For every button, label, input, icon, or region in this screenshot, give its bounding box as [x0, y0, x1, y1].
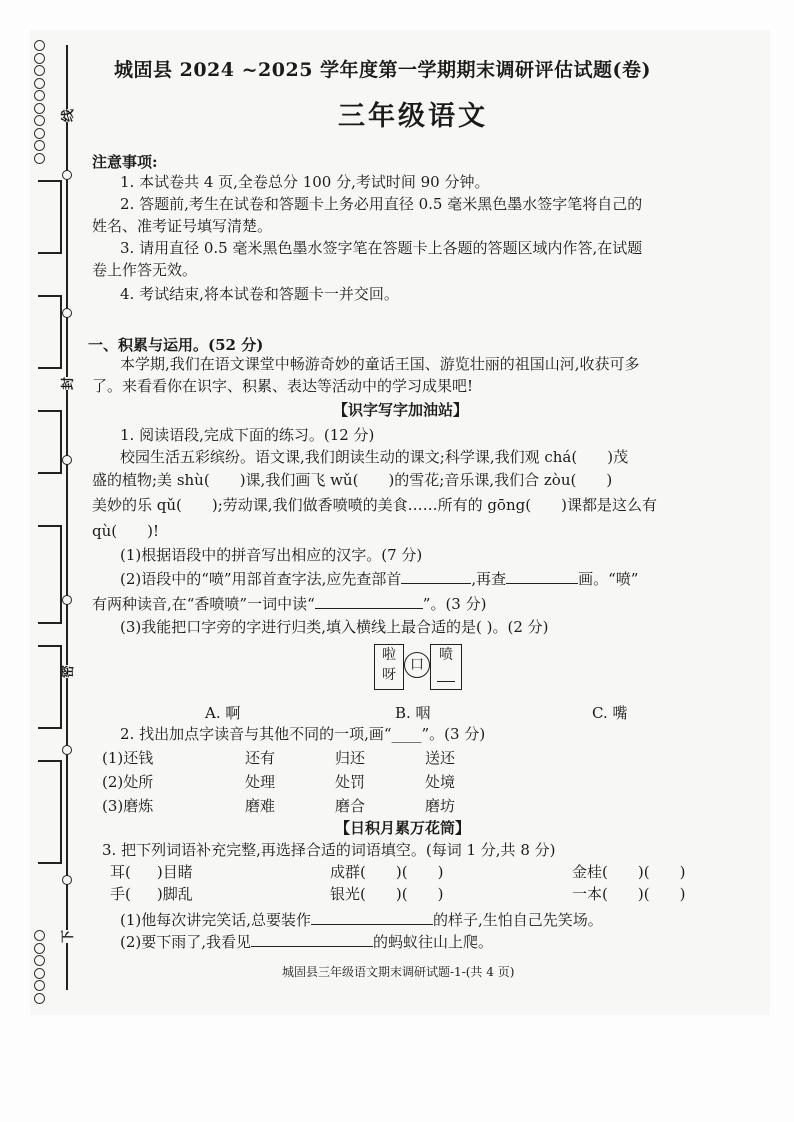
q2-row-3-a: (3)磨炼 [102, 797, 154, 815]
q3-title: 3. 把下列词语补充完整,再选择合适的词语填空。(每词 1 分,共 8 分) [102, 841, 556, 859]
exam-subject: 三年级语文 [338, 101, 488, 132]
q2-row-3-b: 磨难 [245, 797, 276, 815]
notice-item-4: 4. 考试结束,将本试卷和答题卡一并交回。 [120, 285, 399, 303]
q2-row-1-b: 还有 [245, 749, 276, 767]
q1-passage-line-1: 校园生活五彩缤纷。语文课,我们朗读生动的课文;科学课,我们观 chá( )茂 [120, 448, 629, 466]
margin-label-xia: 下 [55, 930, 78, 943]
q1-title: 1. 阅读语段,完成下面的练习。(12 分) [120, 426, 375, 444]
kou-radical-circle: 口 [404, 652, 430, 678]
q3-word-5: 银光( )( ) [330, 885, 444, 903]
margin-label-mi: 密 [55, 665, 78, 678]
q2-row-2-b: 处理 [245, 773, 276, 791]
q3-word-2: 成群( )( ) [330, 863, 444, 881]
q2-row-3-c: 磨合 [335, 797, 366, 815]
q2-row-3-d: 磨坊 [425, 797, 456, 815]
q1-sub2-cont: 有两种读音,在“香喷喷”一词中读“ ”。(3 分) [92, 595, 487, 613]
margin-class-box [38, 295, 62, 369]
notice-item-3-cont: 卷上作答无效。 [92, 261, 198, 279]
margin-dot [62, 595, 72, 605]
notice-item-2: 2. 答题前,考生在试卷和答题卡上务必用直径 0.5 毫米黑色墨水签字笔将自己的 [120, 195, 643, 213]
notice-heading: 注意事项: [92, 153, 158, 171]
q3-word-3: 金桂( )( ) [572, 863, 686, 881]
margin-dot [62, 455, 72, 465]
q2-row-1-a: (1)还钱 [102, 749, 154, 767]
binding-holes-top [34, 40, 48, 165]
q1-passage-line-2: 盛的植物;美 shù( )课,我们画飞 wǔ( )的雪花;音乐课,我们合 zòu( ) [92, 471, 613, 489]
section1-intro-2: 了。来看看你在识字、积累、表达等活动中的学习成果吧! [92, 377, 474, 395]
q1-option-a: A. 啊 [205, 704, 241, 722]
notice-item-2-cont: 姓名、准考证号填写清楚。 [92, 217, 273, 235]
notice-item-3: 3. 请用直径 0.5 毫米黑色墨水签字笔在答题卡上各题的答题区域内作答,在试题 [120, 239, 643, 257]
station-accumulation-heading: 【日积月累万花筒】 [335, 819, 471, 837]
margin-room-box [38, 760, 62, 864]
q1-passage-line-4: qù( )! [92, 522, 160, 540]
q3-sentence-2: (2)要下雨了,我看见 的蚂蚁往山上爬。 [120, 933, 494, 951]
q2-row-1-d: 送还 [425, 749, 456, 767]
margin-name-box [38, 180, 62, 254]
q3-word-4: 手( )脚乱 [110, 885, 193, 903]
section1-heading: 一、积累与运用。(52 分) [88, 336, 264, 354]
margin-dot [62, 745, 72, 755]
q2-row-2-c: 处罚 [335, 773, 366, 791]
binding-holes-bottom [34, 930, 48, 1005]
q2-title: 2. 找出加点字读音与其他不同的一项,画“____”。(3 分) [120, 725, 486, 743]
page-footer: 城固县三年级语文期末调研试题-1-(共 4 页) [282, 965, 515, 979]
margin-label-xian: 线 [55, 109, 78, 122]
margin-exam-number-box [38, 525, 62, 624]
notice-item-1: 1. 本试卷共 4 页,全卷总分 100 分,考试时间 90 分钟。 [120, 173, 490, 191]
q1-sub2: (2)语段中的“喷”用部首查字法,应先查部首 ,再查 画。“喷” [120, 570, 639, 588]
exam-title: 城固县 2024 ~2025 学年度第一学期期末调研评估试题(卷) [114, 59, 652, 81]
q2-row-2-d: 处境 [425, 773, 456, 791]
q2-row-1-c: 归还 [335, 749, 366, 767]
margin-seat-box [38, 645, 62, 729]
binding-line [66, 45, 68, 990]
section1-intro-1: 本学期,我们在语文课堂中畅游奇妙的童话王国、游览壮丽的祖国山河,收获可多 [120, 355, 640, 373]
margin-dot [62, 170, 72, 180]
margin-dot [62, 308, 72, 318]
q1-sub1: (1)根据语段中的拼音写出相应的汉字。(7 分) [120, 546, 423, 564]
radical-box-right: 喷 [430, 644, 462, 690]
q2-row-2-a: (2)处所 [102, 773, 154, 791]
q3-word-6: 一本( )( ) [572, 885, 686, 903]
q1-passage-line-3: 美妙的乐 qǔ( );劳动课,我们做香喷喷的美食……所有的 gōng( )课都是这么有 [92, 496, 657, 514]
margin-label-feng: 封 [55, 377, 78, 390]
margin-dot [62, 875, 72, 885]
station-literacy-heading: 【识字写字加油站】 [333, 401, 469, 419]
q1-option-b: B. 咽 [395, 704, 431, 722]
q3-sentence-1: (1)他每次讲完笑话,总要装作 的样子,生怕自己先笑场。 [120, 911, 603, 929]
q1-sub3: (3)我能把口字旁的字进行归类,填入横线上最合适的是( )。(2 分) [120, 618, 549, 636]
radical-box-left: 啦 呀 [374, 644, 404, 690]
q3-word-1: 耳( )目睹 [110, 863, 193, 881]
q1-option-c: C. 嘴 [592, 704, 628, 722]
margin-school-box [38, 410, 62, 474]
